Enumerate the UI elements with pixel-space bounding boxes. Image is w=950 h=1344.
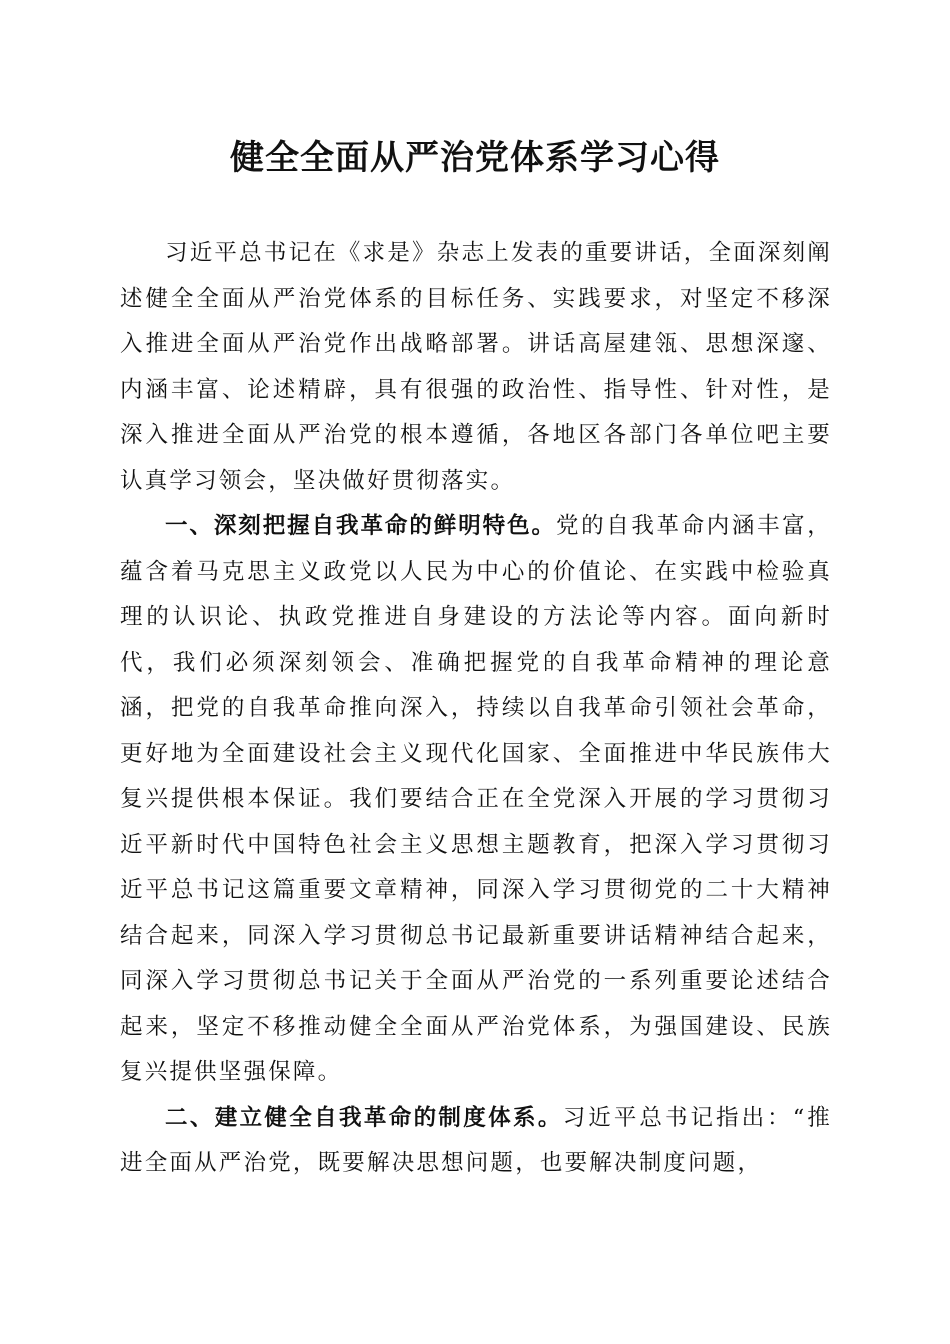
section-heading: 一、深刻把握自我革命的鲜明特色。 (165, 513, 556, 539)
paragraph-section-1 (120, 504, 832, 1096)
paragraph-text: 党的自我革命内涵丰富，蕴含着马克思主义政党以人民为中心的价值论、在实践中检验真理的认识论、执政党推进自身建设的方法论等内容。面向新时代，我们必须深刻领会、准确把握党的自我革命精神的理论意涵，把党的自我革命推向深入，持续以自我革命引领社会革命，更好地为全面建设社会主义现代化国家、全面推进中华民族伟大复兴提供根本保证。我们要结合正在全党深入开展的学习贯彻习近平新时代中国特色社会主义思想主题教育，把深入学习贯彻习近平总书记这篇重要文章精神，同深入学习贯彻党的二十大精神结合起来，同深入学习贯彻总书记最新重要讲话精神结合起来，同深入学习贯彻总书记关于全面从严治党的一系列重要论述结合起来，坚定不移推动健全全面从严治党体系，为强国建设、民族复兴提供坚强保障。 (120, 513, 832, 1085)
paragraph-intro (120, 231, 832, 504)
paragraph-text: 习近平总书记在《求是》杂志上发表的重要讲话，全面深刻阐述健全全面从严治党体系的目标任务、实践要求，对坚定不移深入推进全面从严治党作出战略部署。讲话高屋建瓴、思想深邃、内涵丰富、论述精辟，具有很强的政治性、指导性、针对性，是深入推进全面从严治党的根本遵循，各地区各部门各单位吧主要认真学习领会，坚决做好贯彻落实。 (120, 240, 832, 494)
document-title: 健全全面从严治党体系学习心得 (230, 138, 720, 178)
paragraph-section-2 (120, 1096, 832, 1187)
section-heading: 二、建立健全自我革命的制度体系。 (165, 1104, 563, 1131)
paragraph-text: 习近平总书记指出：“推进全面从严治党，既要解决思想问题，也要解决制度问题， (120, 1104, 832, 1176)
document-body (120, 231, 832, 1187)
